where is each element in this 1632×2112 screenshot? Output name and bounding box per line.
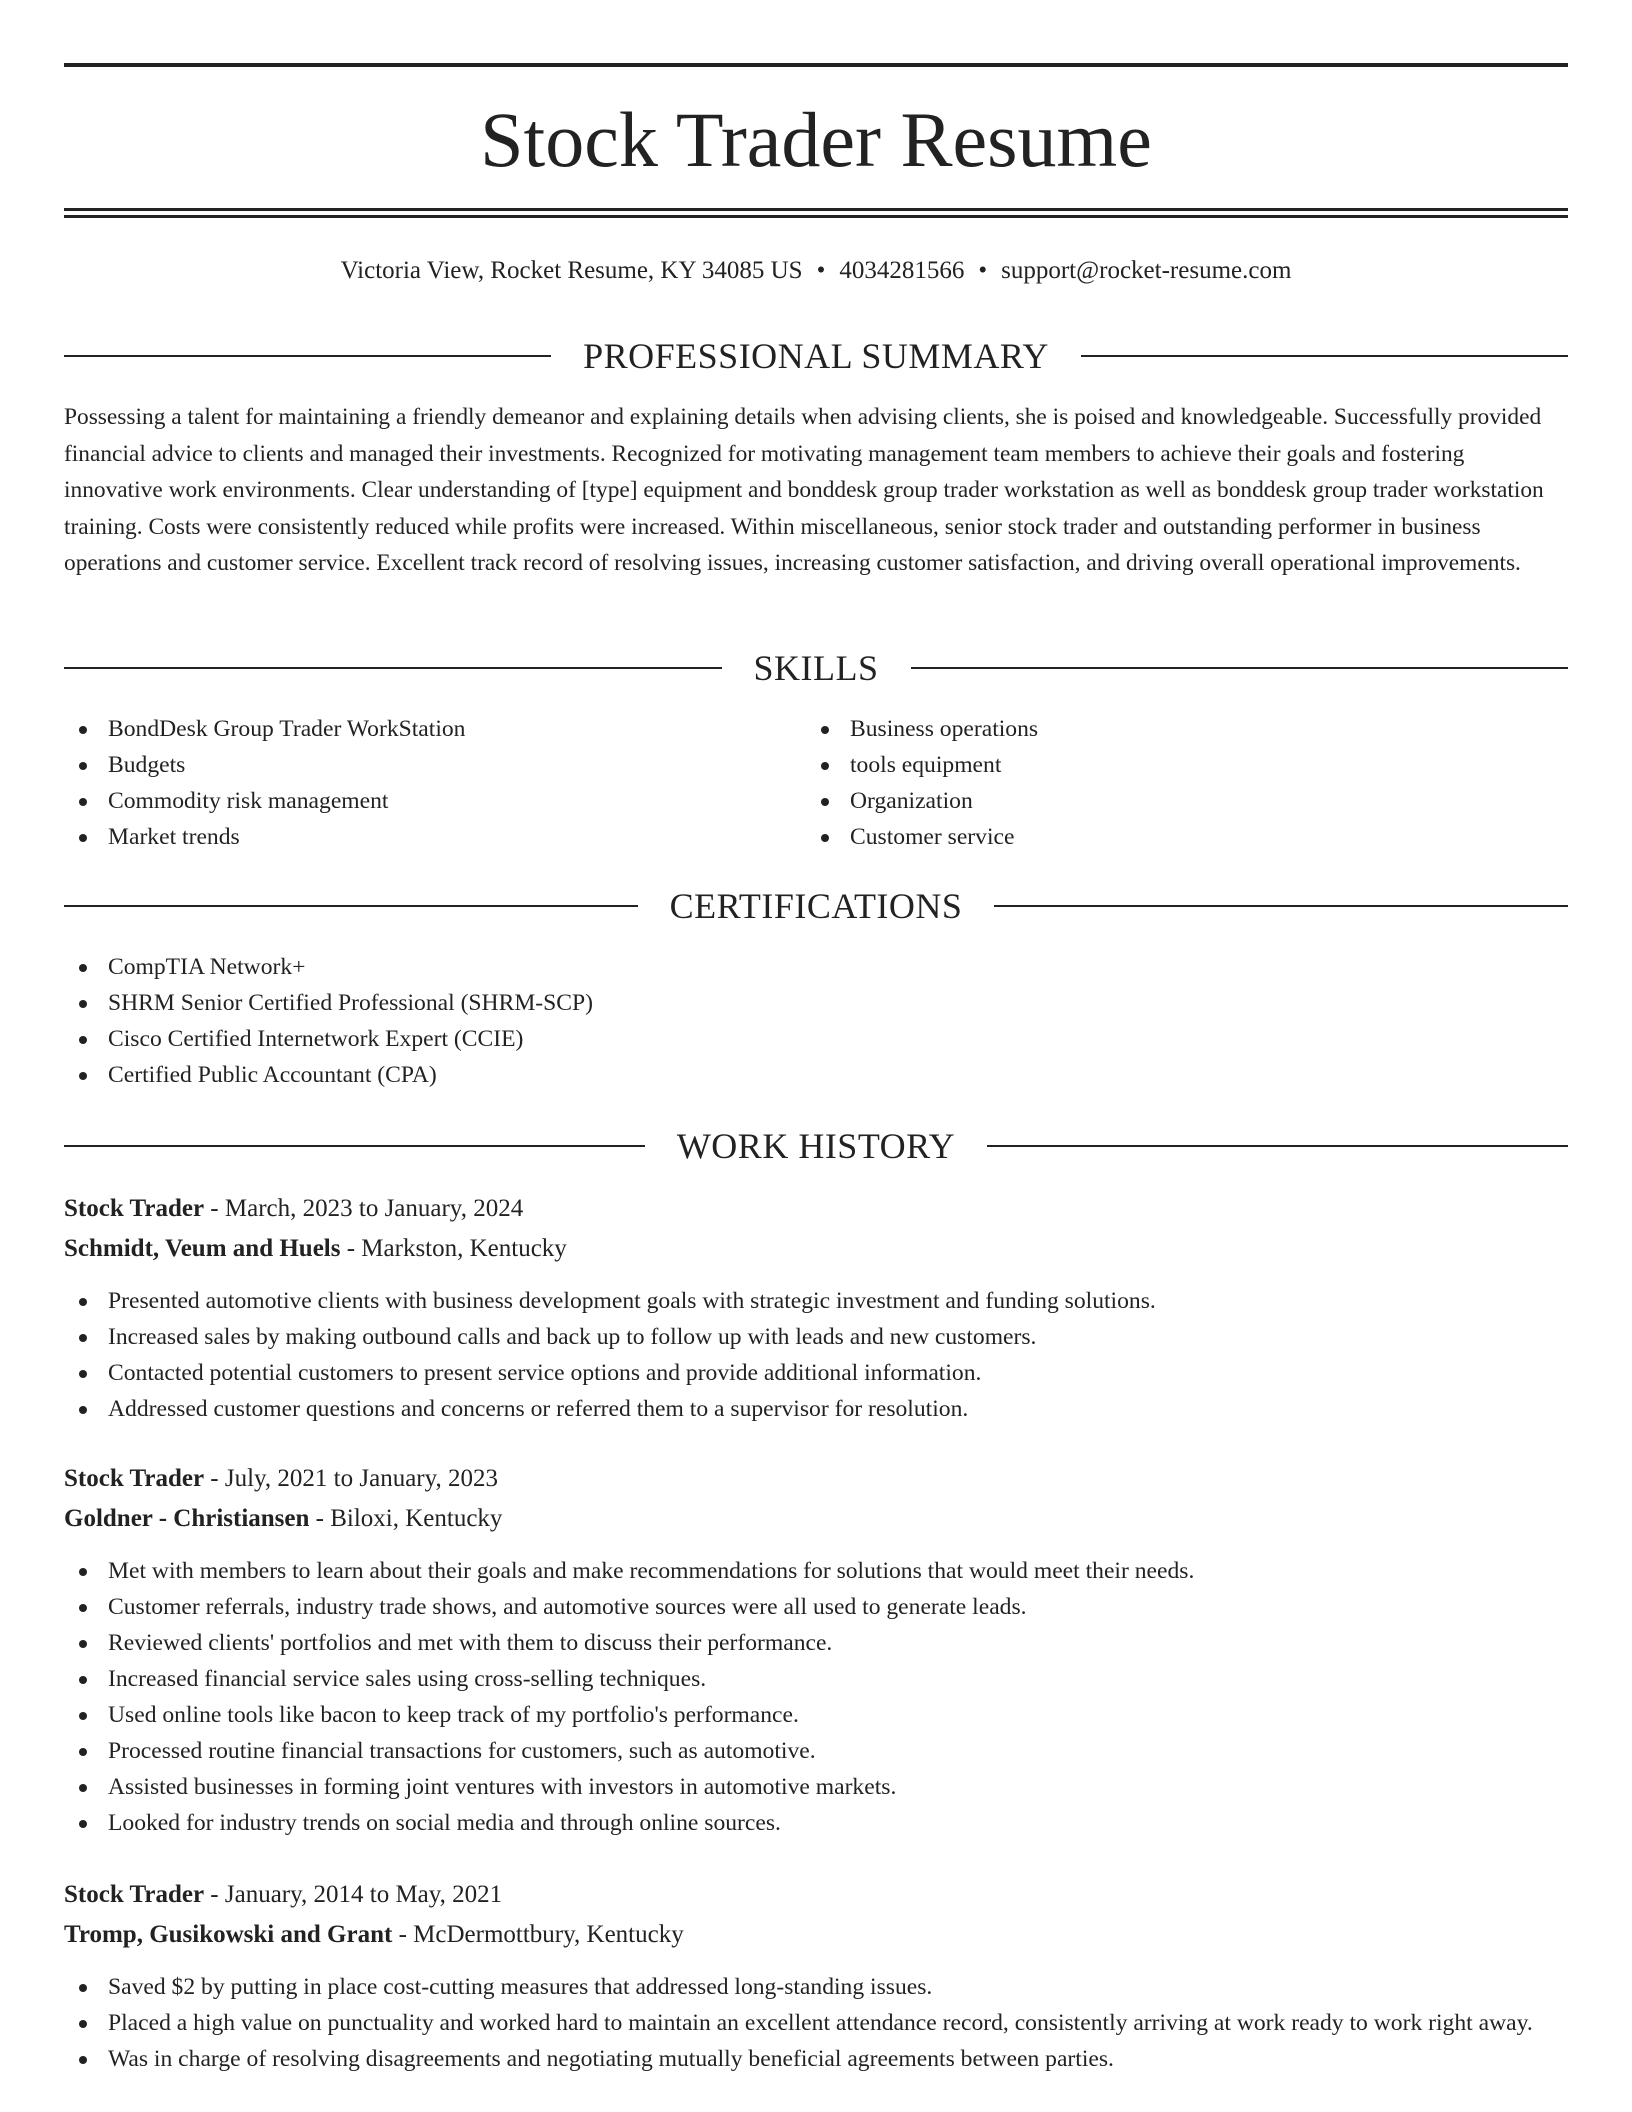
job-entry [64, 1875, 1568, 2077]
title-rule-lower [64, 215, 1568, 218]
job-company-line [64, 1915, 1568, 1955]
top-rule [64, 63, 1568, 67]
heading-rule-right [1081, 355, 1568, 357]
job-title: Stock Trader [64, 1881, 205, 1908]
job-bullet: Met with members to learn about their goals and make recommendations for solutions that would meet their needs. [64, 1553, 1568, 1589]
job-bullet: Reviewed clients' portfolios and met with them to discuss their performance. [64, 1625, 1568, 1661]
skill-item: tools equipment [806, 747, 1506, 783]
job-entry [64, 1189, 1568, 1427]
job-bullet: Was in charge of resolving disagreements and negotiating mutually beneficial agreements between parties. [64, 2041, 1568, 2077]
job-bullets [64, 1283, 1568, 1427]
heading-rule-right [994, 905, 1568, 907]
job-bullet: Increased sales by making outbound calls and back up to follow up with leads and new customers. [64, 1319, 1568, 1355]
job-dates: - July, 2021 to January, 2023 [204, 1465, 498, 1492]
job-dates: - March, 2023 to January, 2024 [204, 1195, 524, 1222]
heading-rule-right [987, 1145, 1568, 1147]
job-bullet: Used online tools like bacon to keep track of my portfolio's performance. [64, 1697, 1568, 1733]
job-company: Goldner - Christiansen [64, 1505, 310, 1532]
job-bullet: Processed routine financial transactions for customers, such as automotive. [64, 1733, 1568, 1769]
job-bullets [64, 1969, 1568, 2077]
job-title-line [64, 1459, 1568, 1499]
contact-phone: 4034281566 [839, 257, 965, 284]
summary-heading [64, 332, 1568, 380]
skills-list-left [64, 711, 764, 855]
job-bullet: Contacted potential customers to present service options and provide additional information. [64, 1355, 1568, 1391]
title-rule-upper [64, 208, 1568, 211]
job-location: - Markston, Kentucky [340, 1235, 567, 1262]
job-location: - Biloxi, Kentucky [309, 1505, 503, 1532]
job-bullets [64, 1553, 1568, 1841]
job-dates: - January, 2014 to May, 2021 [204, 1881, 503, 1908]
contact-address: Victoria View, Rocket Resume, KY 34085 US [340, 257, 803, 284]
skill-item: Organization [806, 783, 1506, 819]
skills-heading-label: SKILLS [753, 648, 879, 688]
job-entry [64, 1459, 1568, 1841]
job-bullet: Assisted businesses in forming joint ventures with investors in automotive markets. [64, 1769, 1568, 1805]
job-bullet: Presented automotive clients with business development goals with strategic investment and funding solutions. [64, 1283, 1568, 1319]
skill-item: Commodity risk management [64, 783, 764, 819]
certification-item: Cisco Certified Internetwork Expert (CCIE) [64, 1021, 1464, 1057]
job-title: Stock Trader [64, 1465, 205, 1492]
certification-item: CompTIA Network+ [64, 949, 1464, 985]
heading-rule-left [64, 667, 722, 669]
job-bullet: Increased financial service sales using cross-selling techniques. [64, 1661, 1568, 1697]
job-location: - McDermottbury, Kentucky [392, 1921, 684, 1948]
contact-email: support@rocket-resume.com [1001, 257, 1292, 284]
work-history-heading [64, 1122, 1568, 1170]
job-company-line [64, 1229, 1568, 1269]
contact-separator: • [978, 257, 988, 284]
skill-item: BondDesk Group Trader WorkStation [64, 711, 764, 747]
heading-rule-left [64, 355, 551, 357]
job-bullet: Saved $2 by putting in place cost-cutting measures that addressed long-standing issues. [64, 1969, 1568, 2005]
job-title-line [64, 1875, 1568, 1915]
heading-rule-left [64, 905, 638, 907]
work-history-heading-label: WORK HISTORY [676, 1126, 956, 1166]
resume-title: Stock Trader Resume [480, 96, 1152, 183]
summary-heading-label: PROFESSIONAL SUMMARY [583, 336, 1049, 376]
job-bullet: Addressed customer questions and concerns or referred them to a supervisor for resolution. [64, 1391, 1568, 1427]
certifications-heading [64, 882, 1568, 930]
contact-separator: • [816, 257, 826, 284]
certification-item: SHRM Senior Certified Professional (SHRM-SCP) [64, 985, 1464, 1021]
job-company: Tromp, Gusikowski and Grant [64, 1921, 393, 1948]
job-title-line [64, 1189, 1568, 1229]
job-bullet: Placed a high value on punctuality and worked hard to maintain an excellent attendance record, consistently arriving at work ready to work right away. [64, 2005, 1568, 2041]
certification-item: Certified Public Accountant (CPA) [64, 1057, 1464, 1093]
contact-line [64, 252, 1568, 290]
skills-heading [64, 644, 1568, 692]
skill-item: Budgets [64, 747, 764, 783]
summary-text: Possessing a talent for maintaining a friendly demeanor and explaining details when advising clients, she is poised and knowledgeable. Successfully provided financial advice to clients and managed their investments. Recognized for motivating management team members to achieve their goals and fostering innovative work environments. Clear understanding of [type] equipment and bonddesk group trader workstation as well as bonddesk group trader workstation training. Costs were consistently reduced while profits were increased. Within miscellaneous, senior stock trader and outstanding performer in business operations and customer service. Excellent track record of resolving issues, increasing customer satisfaction, and driving overall operational improvements. [64, 404, 1544, 577]
skill-item: Market trends [64, 819, 764, 855]
heading-rule-left [64, 1145, 645, 1147]
certifications-heading-label: CERTIFICATIONS [669, 886, 963, 926]
job-bullet: Looked for industry trends on social media and through online sources. [64, 1805, 1568, 1841]
job-company-line [64, 1499, 1568, 1539]
skill-item: Customer service [806, 819, 1506, 855]
certifications-list [64, 949, 1464, 1093]
job-title: Stock Trader [64, 1195, 205, 1222]
job-company: Schmidt, Veum and Huels [64, 1235, 341, 1262]
skills-list-right [806, 711, 1506, 855]
job-bullet: Customer referrals, industry trade shows, and automotive sources were all used to generate leads. [64, 1589, 1568, 1625]
heading-rule-right [911, 667, 1569, 669]
skill-item: Business operations [806, 711, 1506, 747]
